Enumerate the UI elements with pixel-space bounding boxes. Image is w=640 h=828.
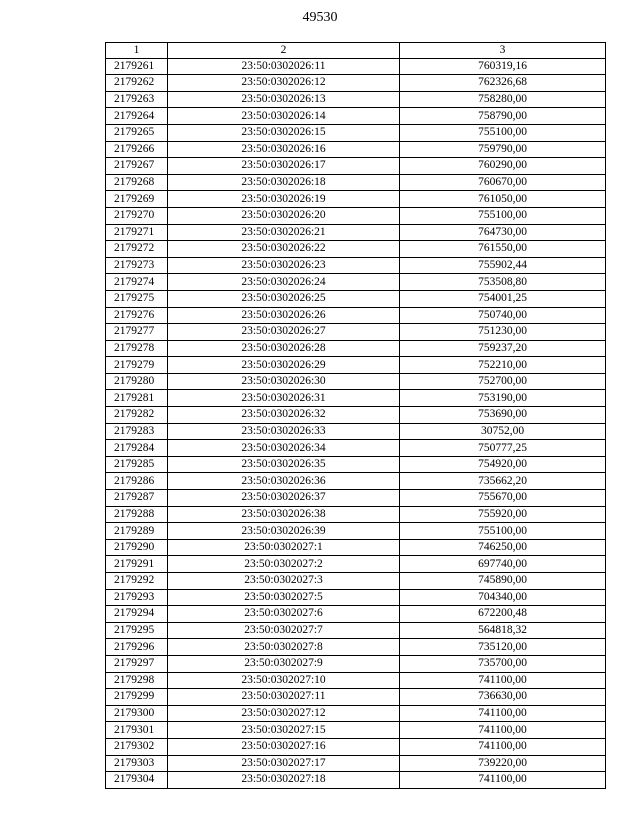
cadastral-number-cell: 23:50:0302026:23	[168, 257, 400, 274]
row-number-cell: 2179291	[106, 556, 168, 573]
table-row	[106, 224, 606, 241]
cadastral-number-cell: 23:50:0302026:36	[168, 473, 400, 490]
cadastral-number-cell: 23:50:0302026:29	[168, 357, 400, 374]
value-cell: 564818,32	[400, 622, 606, 639]
row-number-cell: 2179295	[106, 622, 168, 639]
value-cell: 735662,20	[400, 473, 606, 490]
row-number-cell: 2179263	[106, 91, 168, 108]
value-cell: 735700,00	[400, 655, 606, 672]
row-number-cell: 2179284	[106, 440, 168, 457]
value-cell: 753508,80	[400, 274, 606, 291]
table-row	[106, 539, 606, 556]
cadastral-number-cell: 23:50:0302026:18	[168, 174, 400, 191]
cadastral-number-cell: 23:50:0302027:16	[168, 738, 400, 755]
table-row	[106, 523, 606, 540]
table-row	[106, 141, 606, 158]
table-row	[106, 75, 606, 92]
value-cell: 755100,00	[400, 523, 606, 540]
row-number-cell: 2179285	[106, 456, 168, 473]
cadastral-number-cell: 23:50:0302027:5	[168, 589, 400, 606]
cadastral-number-cell: 23:50:0302026:38	[168, 506, 400, 523]
cadastral-number-cell: 23:50:0302026:26	[168, 307, 400, 324]
table-row	[106, 108, 606, 125]
row-number-cell: 2179262	[106, 75, 168, 92]
cadastral-number-cell: 23:50:0302026:11	[168, 58, 400, 75]
value-cell: 704340,00	[400, 589, 606, 606]
row-number-cell: 2179283	[106, 423, 168, 440]
row-number-cell: 2179271	[106, 224, 168, 241]
table-row	[106, 490, 606, 507]
table-row	[106, 58, 606, 75]
cadastral-number-cell: 23:50:0302026:22	[168, 241, 400, 258]
cadastral-number-cell: 23:50:0302027:1	[168, 539, 400, 556]
value-cell: 764730,00	[400, 224, 606, 241]
row-number-cell: 2179300	[106, 705, 168, 722]
value-cell: 755902,44	[400, 257, 606, 274]
row-number-cell: 2179287	[106, 490, 168, 507]
table-row	[106, 423, 606, 440]
table-header	[106, 43, 606, 59]
row-number-cell: 2179302	[106, 738, 168, 755]
table-row	[106, 738, 606, 755]
table-row	[106, 390, 606, 407]
value-cell: 735120,00	[400, 639, 606, 656]
value-cell: 761050,00	[400, 191, 606, 208]
cadastral-number-cell: 23:50:0302026:37	[168, 490, 400, 507]
row-number-cell: 2179277	[106, 324, 168, 341]
table-row	[106, 91, 606, 108]
row-number-cell: 2179265	[106, 124, 168, 141]
row-number-cell: 2179294	[106, 606, 168, 623]
cadastral-number-cell: 23:50:0302026:35	[168, 456, 400, 473]
row-number-cell: 2179286	[106, 473, 168, 490]
row-number-cell: 2179298	[106, 672, 168, 689]
cadastral-number-cell: 23:50:0302026:16	[168, 141, 400, 158]
cadastral-number-cell: 23:50:0302027:8	[168, 639, 400, 656]
page-number: 49530	[302, 10, 338, 25]
row-number-cell: 2179266	[106, 141, 168, 158]
header-row	[106, 43, 606, 59]
table-row	[106, 622, 606, 639]
table-row	[106, 324, 606, 341]
row-number-cell: 2179272	[106, 241, 168, 258]
cadastral-number-cell: 23:50:0302027:9	[168, 655, 400, 672]
cadastral-number-cell: 23:50:0302027:10	[168, 672, 400, 689]
value-cell: 672200,48	[400, 606, 606, 623]
table-row	[106, 407, 606, 424]
table-row	[106, 124, 606, 141]
table-row	[106, 174, 606, 191]
row-number-cell: 2179289	[106, 523, 168, 540]
table-row	[106, 473, 606, 490]
value-cell: 753690,00	[400, 407, 606, 424]
value-cell: 750740,00	[400, 307, 606, 324]
table-row	[106, 655, 606, 672]
cadastral-number-cell: 23:50:0302026:17	[168, 158, 400, 175]
value-cell: 736630,00	[400, 689, 606, 706]
row-number-cell: 2179301	[106, 722, 168, 739]
table-row	[106, 357, 606, 374]
value-cell: 741100,00	[400, 772, 606, 789]
table-row	[106, 440, 606, 457]
value-cell: 761550,00	[400, 241, 606, 258]
row-number-cell: 2179278	[106, 340, 168, 357]
cadastral-number-cell: 23:50:0302026:33	[168, 423, 400, 440]
value-cell: 755100,00	[400, 124, 606, 141]
cadastral-number-cell: 23:50:0302026:14	[168, 108, 400, 125]
table-row	[106, 772, 606, 789]
cadastral-number-cell: 23:50:0302027:11	[168, 689, 400, 706]
cadastral-number-cell: 23:50:0302026:15	[168, 124, 400, 141]
cadastral-number-cell: 23:50:0302027:2	[168, 556, 400, 573]
cadastral-number-cell: 23:50:0302026:31	[168, 390, 400, 407]
value-cell: 759790,00	[400, 141, 606, 158]
table-row	[106, 672, 606, 689]
table-row	[106, 506, 606, 523]
row-number-cell: 2179267	[106, 158, 168, 175]
table-row	[106, 705, 606, 722]
row-number-cell: 2179269	[106, 191, 168, 208]
value-cell: 760319,16	[400, 58, 606, 75]
row-number-cell: 2179297	[106, 655, 168, 672]
cadastral-number-cell: 23:50:0302026:30	[168, 373, 400, 390]
table-row	[106, 573, 606, 590]
row-number-cell: 2179276	[106, 307, 168, 324]
value-cell: 760670,00	[400, 174, 606, 191]
value-cell: 754920,00	[400, 456, 606, 473]
value-cell: 745890,00	[400, 573, 606, 590]
cadastral-number-cell: 23:50:0302026:34	[168, 440, 400, 457]
value-cell: 697740,00	[400, 556, 606, 573]
table-row	[106, 241, 606, 258]
cadastral-number-cell: 23:50:0302026:20	[168, 207, 400, 224]
column-header-1: 1	[106, 43, 168, 59]
value-cell: 759237,20	[400, 340, 606, 357]
value-cell: 751230,00	[400, 324, 606, 341]
value-cell: 753190,00	[400, 390, 606, 407]
cadastral-number-cell: 23:50:0302026:21	[168, 224, 400, 241]
table-row	[106, 373, 606, 390]
table-row	[106, 556, 606, 573]
cadastral-number-cell: 23:50:0302026:24	[168, 274, 400, 291]
table-row	[106, 207, 606, 224]
row-number-cell: 2179279	[106, 357, 168, 374]
cadastral-number-cell: 23:50:0302026:27	[168, 324, 400, 341]
row-number-cell: 2179290	[106, 539, 168, 556]
table-row	[106, 456, 606, 473]
cadastral-number-cell: 23:50:0302026:12	[168, 75, 400, 92]
table-row	[106, 722, 606, 739]
value-cell: 755920,00	[400, 506, 606, 523]
row-number-cell: 2179280	[106, 373, 168, 390]
table-row	[106, 274, 606, 291]
value-cell: 741100,00	[400, 722, 606, 739]
value-cell: 739220,00	[400, 755, 606, 772]
cadastral-number-cell: 23:50:0302027:15	[168, 722, 400, 739]
row-number-cell: 2179281	[106, 390, 168, 407]
row-number-cell: 2179264	[106, 108, 168, 125]
column-header-2: 2	[168, 43, 400, 59]
table-row	[106, 639, 606, 656]
row-number-cell: 2179296	[106, 639, 168, 656]
cadastral-number-cell: 23:50:0302027:17	[168, 755, 400, 772]
row-number-cell: 2179268	[106, 174, 168, 191]
row-number-cell: 2179304	[106, 772, 168, 789]
table-row	[106, 589, 606, 606]
cadastral-number-cell: 23:50:0302026:13	[168, 91, 400, 108]
cadastral-number-cell: 23:50:0302027:18	[168, 772, 400, 789]
value-cell: 741100,00	[400, 705, 606, 722]
row-number-cell: 2179282	[106, 407, 168, 424]
value-cell: 755670,00	[400, 490, 606, 507]
value-cell: 758790,00	[400, 108, 606, 125]
value-cell: 762326,68	[400, 75, 606, 92]
value-cell: 760290,00	[400, 158, 606, 175]
value-cell: 755100,00	[400, 207, 606, 224]
table-row	[106, 340, 606, 357]
registry-table	[105, 42, 606, 789]
table-row	[106, 191, 606, 208]
value-cell: 30752,00	[400, 423, 606, 440]
cadastral-number-cell: 23:50:0302027:12	[168, 705, 400, 722]
value-cell: 741100,00	[400, 738, 606, 755]
table-row	[106, 606, 606, 623]
value-cell: 746250,00	[400, 539, 606, 556]
column-header-3: 3	[400, 43, 606, 59]
cadastral-number-cell: 23:50:0302027:3	[168, 573, 400, 590]
row-number-cell: 2179275	[106, 290, 168, 307]
row-number-cell: 2179273	[106, 257, 168, 274]
table-row	[106, 290, 606, 307]
value-cell: 754001,25	[400, 290, 606, 307]
row-number-cell: 2179303	[106, 755, 168, 772]
table-row	[106, 158, 606, 175]
cadastral-number-cell: 23:50:0302026:25	[168, 290, 400, 307]
row-number-cell: 2179261	[106, 58, 168, 75]
value-cell: 758280,00	[400, 91, 606, 108]
row-number-cell: 2179288	[106, 506, 168, 523]
row-number-cell: 2179274	[106, 274, 168, 291]
table-row	[106, 689, 606, 706]
row-number-cell: 2179299	[106, 689, 168, 706]
cadastral-number-cell: 23:50:0302026:32	[168, 407, 400, 424]
value-cell: 752700,00	[400, 373, 606, 390]
value-cell: 741100,00	[400, 672, 606, 689]
table-row	[106, 307, 606, 324]
row-number-cell: 2179292	[106, 573, 168, 590]
cadastral-number-cell: 23:50:0302027:7	[168, 622, 400, 639]
value-cell: 750777,25	[400, 440, 606, 457]
cadastral-number-cell: 23:50:0302026:19	[168, 191, 400, 208]
cadastral-number-cell: 23:50:0302027:6	[168, 606, 400, 623]
cadastral-number-cell: 23:50:0302026:28	[168, 340, 400, 357]
row-number-cell: 2179293	[106, 589, 168, 606]
cadastral-number-cell: 23:50:0302026:39	[168, 523, 400, 540]
row-number-cell: 2179270	[106, 207, 168, 224]
table-body	[106, 58, 606, 788]
value-cell: 752210,00	[400, 357, 606, 374]
table-row	[106, 257, 606, 274]
table-row	[106, 755, 606, 772]
